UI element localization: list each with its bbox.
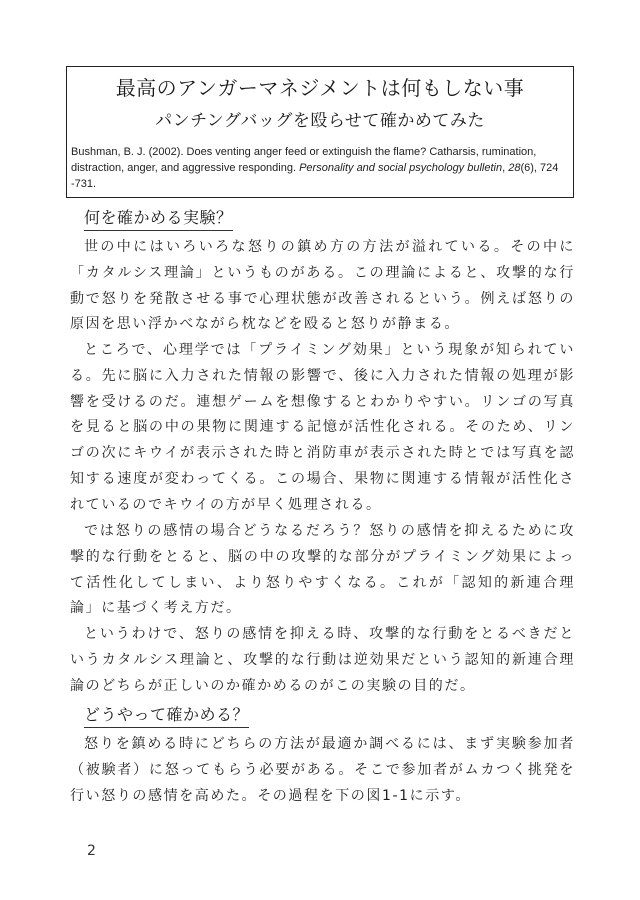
document-title: 最高のアンガーマネジメントは何もしない事 bbox=[115, 76, 525, 100]
citation-volume: 28 bbox=[508, 162, 521, 174]
citation-separator: , bbox=[502, 162, 509, 174]
section-heading-what: 何を確かめる実験？ bbox=[84, 207, 233, 231]
paragraph: では怒りの感情の場合どうなるだろう？怒りの感情を抑えるために攻撃的な行動をとると、脳の中の攻撃的な部分がプライミング効果によって活性化してしまい、より怒りやすくなる。これが「認知的新連合理論」に基づく考え方だ。 bbox=[70, 523, 575, 617]
citation bbox=[71, 144, 569, 192]
title-box bbox=[66, 66, 574, 198]
citation-pages: (6), 724 -731. bbox=[71, 162, 559, 190]
page-number: 2 bbox=[87, 843, 96, 859]
paragraph: ところで、心理学では「プライミング効果」という現象が知られている。先に脳に入力された情報の影響で、後に入力された情報の処理が影響を受けるのだ。連想ゲームを想像するとわかりやすい。リンゴの写真を見ると脳の中の果物に関連する記憶が活性化される。そのため、リンゴの次にキウイが表示された時と消防車が表示された時とでは写真を認知する速度が変わってくる。この場合、果物に関連する情報が活性化されているのでキウイの方が早く処理される。 bbox=[70, 342, 575, 513]
citation-authors-title: Bushman, B. J. (2002). Does venting anger feed or extinguish the flame? Catharsis, rumination, distraction, anger, and aggressive responding. bbox=[71, 146, 537, 174]
citation-journal: Personality and social psychology bulletin bbox=[299, 162, 503, 174]
document-subtitle: パンチングバッグを殴らせて確かめてみた bbox=[155, 111, 485, 131]
paragraph: というわけで、怒りの感情を抑える時、攻撃的な行動をとるべきだというカタルシス理論と、攻撃的な行動は逆効果だという認知的新連合理論のどちらが正しいのか確かめるのがこの実験の目的だ。 bbox=[70, 626, 575, 694]
section-heading-how: どうやって確かめる？ bbox=[84, 704, 249, 728]
paragraph: 世の中にはいろいろな怒りの鎮め方の方法が溢れている。その中に「カタルシス理論」というものがある。この理論によると、攻撃的な行動で怒りを発散させる事で心理状態が改善されるという。例えば怒りの原因を思い浮かべながら枕などを殴ると怒りが静まる。 bbox=[70, 239, 575, 333]
paragraph: 怒りを鎮める時にどちらの方法が最適か調べるには、まず実験参加者（被験者）に怒ってもらう必要がある。そこで参加者がムカつく挑発を行い怒りの感情を高めた。その過程を下の図1-1に示す。 bbox=[70, 736, 575, 804]
